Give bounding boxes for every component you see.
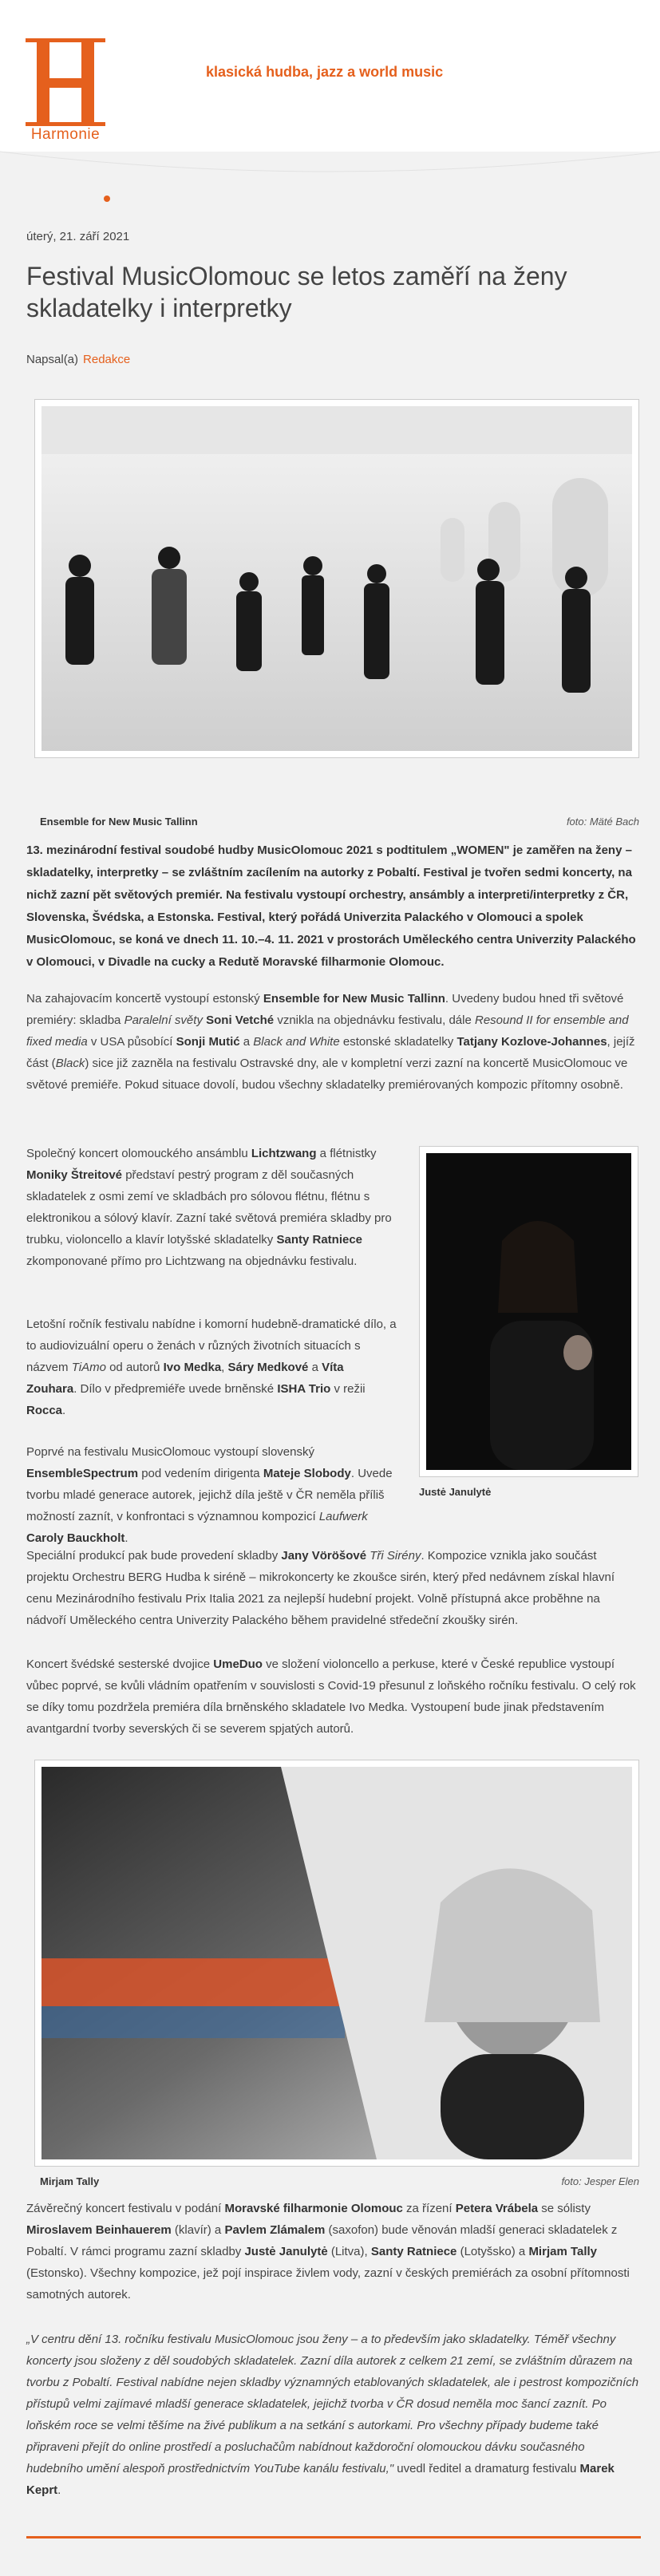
logo-wordmark: Harmonie bbox=[30, 126, 101, 143]
photo1-credit: foto: Mäté Bach bbox=[566, 816, 639, 828]
paragraph-umeduo: Koncert švédské sesterské dvojice UmeDuo ve složení violoncello a perkuse, které v České republice vystoupí vůbec poprvé, se kvůli vládním opatřením v souvislosti s Covid-19 přesunul z loňského ročníku festivalu. O celý rok se díky tomu pozdržela premiéra díla brněnského skladatele Ivo Medka. Vystoupení bude jinak představením avantgardní tvorby severských či se severem spjatých autorů. bbox=[26, 1657, 636, 1736]
photo-mirjam-tally bbox=[34, 1760, 639, 2167]
photo-juste-janulyte bbox=[419, 1146, 638, 1477]
header-divider-curve bbox=[0, 120, 660, 207]
paragraph-director-quote: „V centru dění 13. ročníku festivalu MusicOlomouc jsou ženy – a to především jako skladatelky. Téměř všechny koncerty jsou složeny z děl soudobých skladatelek. Zazní díla autorek z celkem 21 zemí, se zvláštním důrazem na tvorbu z Pobaltí. Festival nabídne nejen skladby významných etablovaných skladatelek, ale i pestrost kompozičních přístupů velmi zajímavé mladší generace skladatelek, jejichž tvorba v ČR dosud neměla moc šancí zaznít. Po loňském roce se velmi těšíme na živé publikum a na setkání s autorkami. Pro všechny případy budeme také připraveni přejít do online prostředí a posluchačům nabídnout každoroční olomouckou dávku současného hudebního umění alespoň prostřednictvím YouTube kanálu festivalu," uvedl ředitel a dramaturg festivalu Marek Keprt. bbox=[26, 2333, 639, 2497]
harmonie-logo-icon bbox=[26, 38, 105, 128]
article-end-rule bbox=[26, 2536, 641, 2538]
article-byline bbox=[26, 353, 130, 366]
paragraph-ensemblespectrum: Poprvé na festivalu MusicOlomouc vystoupí slovenský EnsembleSpectrum pod vedením dirigenta Mateje Slobody. Uvede tvorbu mladé generace autorek, jejichž díla ještě v ČR neměla příliš možností zaznít, v konfrontaci s významnou kompozicí Laufwerk Caroly Bauckholt. bbox=[26, 1445, 393, 1545]
ensemble-photo-image bbox=[41, 406, 632, 751]
article-date: úterý, 21. září 2021 bbox=[26, 230, 130, 243]
photo2-caption: Justė Janulytė bbox=[419, 1486, 492, 1498]
paragraph-lichtzwang: Společný koncert olomouckého ansámblu Lichtzwang a flétnistky Moniky Štreitové představí pestrý program z děl současných skladatelek z osmi zemí ve skladbách pro sólovou flétnu, flétnu s elektronikou a sólový klavír. Zazní také světová premiéra skladby pro trubku, violoncello a klavír lotyšské skladatelky Santy Ratniece zkomponované přímo pro Lichtzwang na objednávku festivalu. bbox=[26, 1147, 392, 1268]
tally-photo-image bbox=[41, 1767, 632, 2159]
article-lead: 13. mezinárodní festival soudobé hudby MusicOlomouc 2021 s podtitulem „WOMEN" je zaměřen na ženy – skladatelky, interpretky – se zvláštním zacílením na autorky z Pobaltí. Festival je tvořen sedmi koncerty, na nichž zazní pět světových premiér. Na festivalu vystoupí orchestry, ansámbly a interpreti/interpretky z ČR, Slovenska, Švédska, a Estonska. Festival, který pořádá Univerzita Palackého v Olomouci a spolek MusicOlomouc, se koná ve dnech 11. 10.–4. 11. 2021 v prostorách Uměleckého centra Univerzity Palackého v Olomouci, v Divadle na cucky a Redutě Moravské filharmonie Olomouc. bbox=[26, 844, 636, 969]
paragraph-opening-concert: Na zahajovacím koncertě vystoupí estonský Ensemble for New Music Tallinn. Uvedeny budou hned tři světové premiéry: skladba Paralelní světy Soni Vetché vznikla na objednávku festivalu, dále Resound II for ensemble and fixed media v USA působící Sonji Mutić a Black and White estonské skladatelky Tatjany Kozlove-Johannes, jejíž část (Black) sice již zazněla na festivalu Ostravské dny, ale v kompletní verzi zazní na koncertě MusicOlomouc ve světové premiéře. Pokud situace dovolí, budou všechny skladatelky premiérovaných kompozic přítomny osobně. bbox=[26, 992, 635, 1092]
paragraph-tiamo: Letošní ročník festivalu nabídne i komorní hudebně-dramatické dílo, a to audiovizuální operu o ženách v různých životních situacích s názvem TiAmo od autorů Ivo Medka, Sáry Medkové a Víta Zouhara. Dílo v předpremiéře uvede brněnské ISHA Trio v režii Rocca. bbox=[26, 1318, 397, 1417]
photo3-credit: foto: Jesper Elen bbox=[561, 2175, 639, 2187]
byline-label: Napsal(a) bbox=[26, 353, 79, 366]
photo-ensemble-tallinn bbox=[34, 399, 639, 758]
header-accent-dot bbox=[104, 196, 110, 202]
site-tagline: klasická hudba, jazz a world music bbox=[206, 64, 444, 80]
photo3-caption: Mirjam Tally bbox=[40, 2175, 100, 2187]
janulyte-photo-image bbox=[426, 1153, 631, 1470]
paragraph-final-concert: Závěrečný koncert festivalu v podání Moravské filharmonie Olomouc za řízení Petera Vrábela se sólisty Miroslavem Beinhauerem (klavír) a Pavlem Zlámalem (saxofon) bude věnován mladší generaci skladatelek z Pobaltí. V rámci programu zazní skladby Justė Janulytė (Litva), Santy Ratniece (Lotyšsko) a Mirjam Tally (Estonsko). Všechny kompozice, jež pojí inspirace živlem vody, zazní v českých premiérách za osobní přítomnosti samotných autorek. bbox=[26, 2202, 630, 2301]
author-link[interactable]: Redakce bbox=[83, 353, 131, 366]
photo1-caption: Ensemble for New Music Tallinn bbox=[40, 816, 198, 828]
article-title: Festival MusicOlomouc se letos zaměří na ženy skladatelky i interpretky bbox=[26, 262, 567, 322]
paragraph-tri-sireny: Speciální produkcí pak bude provedení skladby Jany Vöröšové Tři Sirény. Kompozice vznikla jako součást projektu Orchestru BERG Hudba k siréně – mikrokoncerty ke zkoušce sirén, který před nedávnem získal hlavní cenu Mezinárodního festivalu Prix Italia 2021 za nejlepší hudební projekt. Volně přístupná akce proběhne na nádvoří Uměleckého centra Univerzity Palackého během pravidelné středeční zkoušky sirén. bbox=[26, 1549, 615, 1627]
